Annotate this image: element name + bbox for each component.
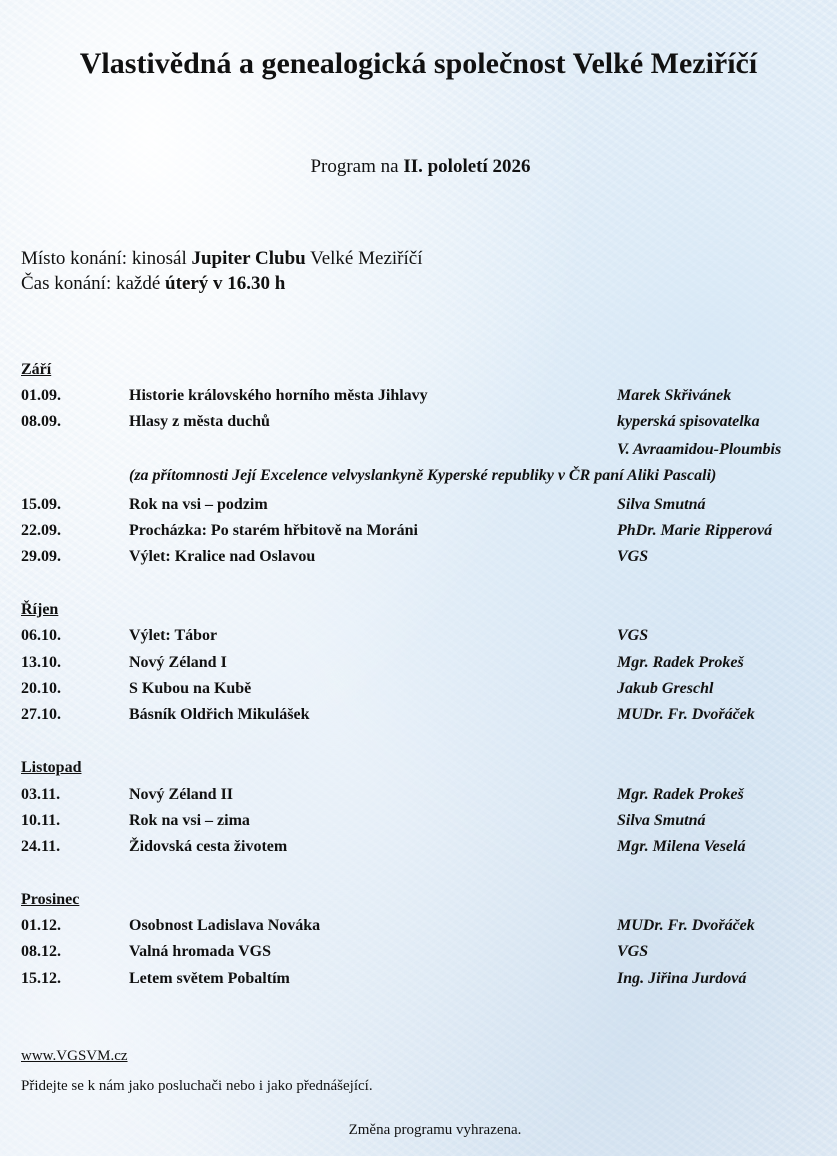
- event-row: [0, 654, 837, 678]
- event-speaker: Jakub Greschl: [617, 680, 714, 697]
- event-row-continuation: [0, 441, 837, 465]
- month-heading-listopad: Listopad: [21, 759, 82, 776]
- page-title: Vlastivědná a genealogická společnost Velké Meziříčí: [79, 47, 758, 80]
- event-row: [0, 496, 837, 520]
- event-date: 08.09.: [21, 413, 61, 430]
- event-topic: Hlasy z města duchů: [129, 413, 270, 430]
- venue-name: Jupiter Clubu: [191, 248, 306, 269]
- event-date: 03.11.: [21, 786, 61, 803]
- venue-line: [21, 248, 422, 270]
- event-topic: Rok na vsi – podzim: [129, 496, 268, 513]
- venue-city: Velké Meziříčí: [305, 248, 423, 269]
- event-topic: Osobnost Ladislava Nováka: [129, 917, 321, 934]
- event-topic: Letem světem Pobaltím: [129, 970, 290, 987]
- event-date: 24.11.: [21, 838, 61, 855]
- event-topic: Nový Zéland I: [129, 654, 227, 671]
- invite-text: Přidejte se k nám jako posluchači nebo i jako přednášející.: [21, 1078, 373, 1094]
- event-speaker: PhDr. Marie Ripperová: [617, 522, 773, 539]
- event-row: [0, 680, 837, 704]
- event-row: [0, 387, 837, 411]
- event-date: 13.10.: [21, 654, 61, 671]
- event-topic: Rok na vsi – zima: [129, 812, 250, 829]
- event-topic: Židovská cesta životem: [129, 838, 288, 855]
- event-date: 22.09.: [21, 522, 61, 539]
- event-date: 29.09.: [21, 548, 61, 565]
- month-heading-prosinec: Prosinec: [21, 891, 80, 908]
- event-date: 20.10.: [21, 680, 61, 697]
- program-subtitle: [0, 156, 837, 178]
- event-topic: Historie královského horního města Jihlavy: [129, 387, 428, 404]
- event-speaker: Silva Smutná: [617, 496, 706, 513]
- event-speaker: Mgr. Radek Prokeš: [617, 654, 744, 671]
- event-topic: S Kubou na Kubě: [129, 680, 252, 697]
- event-date: 10.11.: [21, 812, 61, 829]
- month-heading-rijen: Říjen: [21, 601, 59, 618]
- event-speaker: VGS: [617, 627, 649, 644]
- event-date: 08.12.: [21, 943, 61, 960]
- event-topic: Procházka: Po starém hřbitově na Moráni: [129, 522, 418, 539]
- event-row: [0, 548, 837, 572]
- event-speaker: Ing. Jiřina Jurdová: [617, 970, 747, 987]
- time-value: úterý v 16.30 h: [165, 273, 286, 294]
- event-note: (za přítomnosti Její Excelence velvyslankyně Kyperské republiky v ČR paní Aliki Pascali): [129, 467, 717, 484]
- event-speaker-name: V. Avraamidou-Ploumbis: [617, 441, 782, 458]
- event-date: 01.09.: [21, 387, 61, 404]
- event-row: [0, 706, 837, 730]
- event-speaker: Marek Skřivánek: [617, 387, 732, 404]
- event-date: 15.12.: [21, 970, 61, 987]
- event-speaker: MUDr. Fr. Dvořáček: [617, 917, 755, 934]
- event-date: 01.12.: [21, 917, 61, 934]
- event-date: 27.10.: [21, 706, 61, 723]
- event-speaker: kyperská spisovatelka: [617, 413, 760, 430]
- event-speaker: Silva Smutná: [617, 812, 706, 829]
- event-speaker: Mgr. Milena Veselá: [617, 838, 746, 855]
- subtitle-prefix: Program na: [310, 156, 404, 177]
- time-label: Čas konání: každé: [21, 273, 166, 294]
- event-row: [0, 970, 837, 994]
- event-topic: Básník Oldřich Mikulášek: [129, 706, 310, 723]
- event-row: [0, 943, 837, 967]
- event-row: [0, 522, 837, 546]
- event-speaker: MUDr. Fr. Dvořáček: [617, 706, 755, 723]
- event-speaker: VGS: [617, 943, 649, 960]
- venue-label: Místo konání: kinosál: [21, 248, 192, 269]
- time-line: [21, 273, 285, 295]
- event-row: [0, 812, 837, 836]
- event-speaker: VGS: [617, 548, 649, 565]
- event-topic: Nový Zéland II: [129, 786, 234, 803]
- event-speaker: Mgr. Radek Prokeš: [617, 786, 744, 803]
- event-row: [0, 786, 837, 810]
- month-heading-zari: Září: [21, 361, 52, 378]
- event-row: [0, 627, 837, 651]
- event-row: [0, 917, 837, 941]
- event-topic: Valná hromada VGS: [129, 943, 271, 960]
- website-link[interactable]: www.VGSVM.cz: [21, 1048, 128, 1064]
- event-topic: Výlet: Tábor: [129, 627, 218, 644]
- subtitle-term: II. pololetí 2026: [403, 156, 531, 177]
- change-notice: Změna programu vyhrazena.: [348, 1122, 522, 1138]
- event-topic: Výlet: Kralice nad Oslavou: [129, 548, 316, 565]
- event-row: [0, 838, 837, 862]
- event-date: 15.09.: [21, 496, 61, 513]
- event-row: [0, 413, 837, 437]
- event-date: 06.10.: [21, 627, 61, 644]
